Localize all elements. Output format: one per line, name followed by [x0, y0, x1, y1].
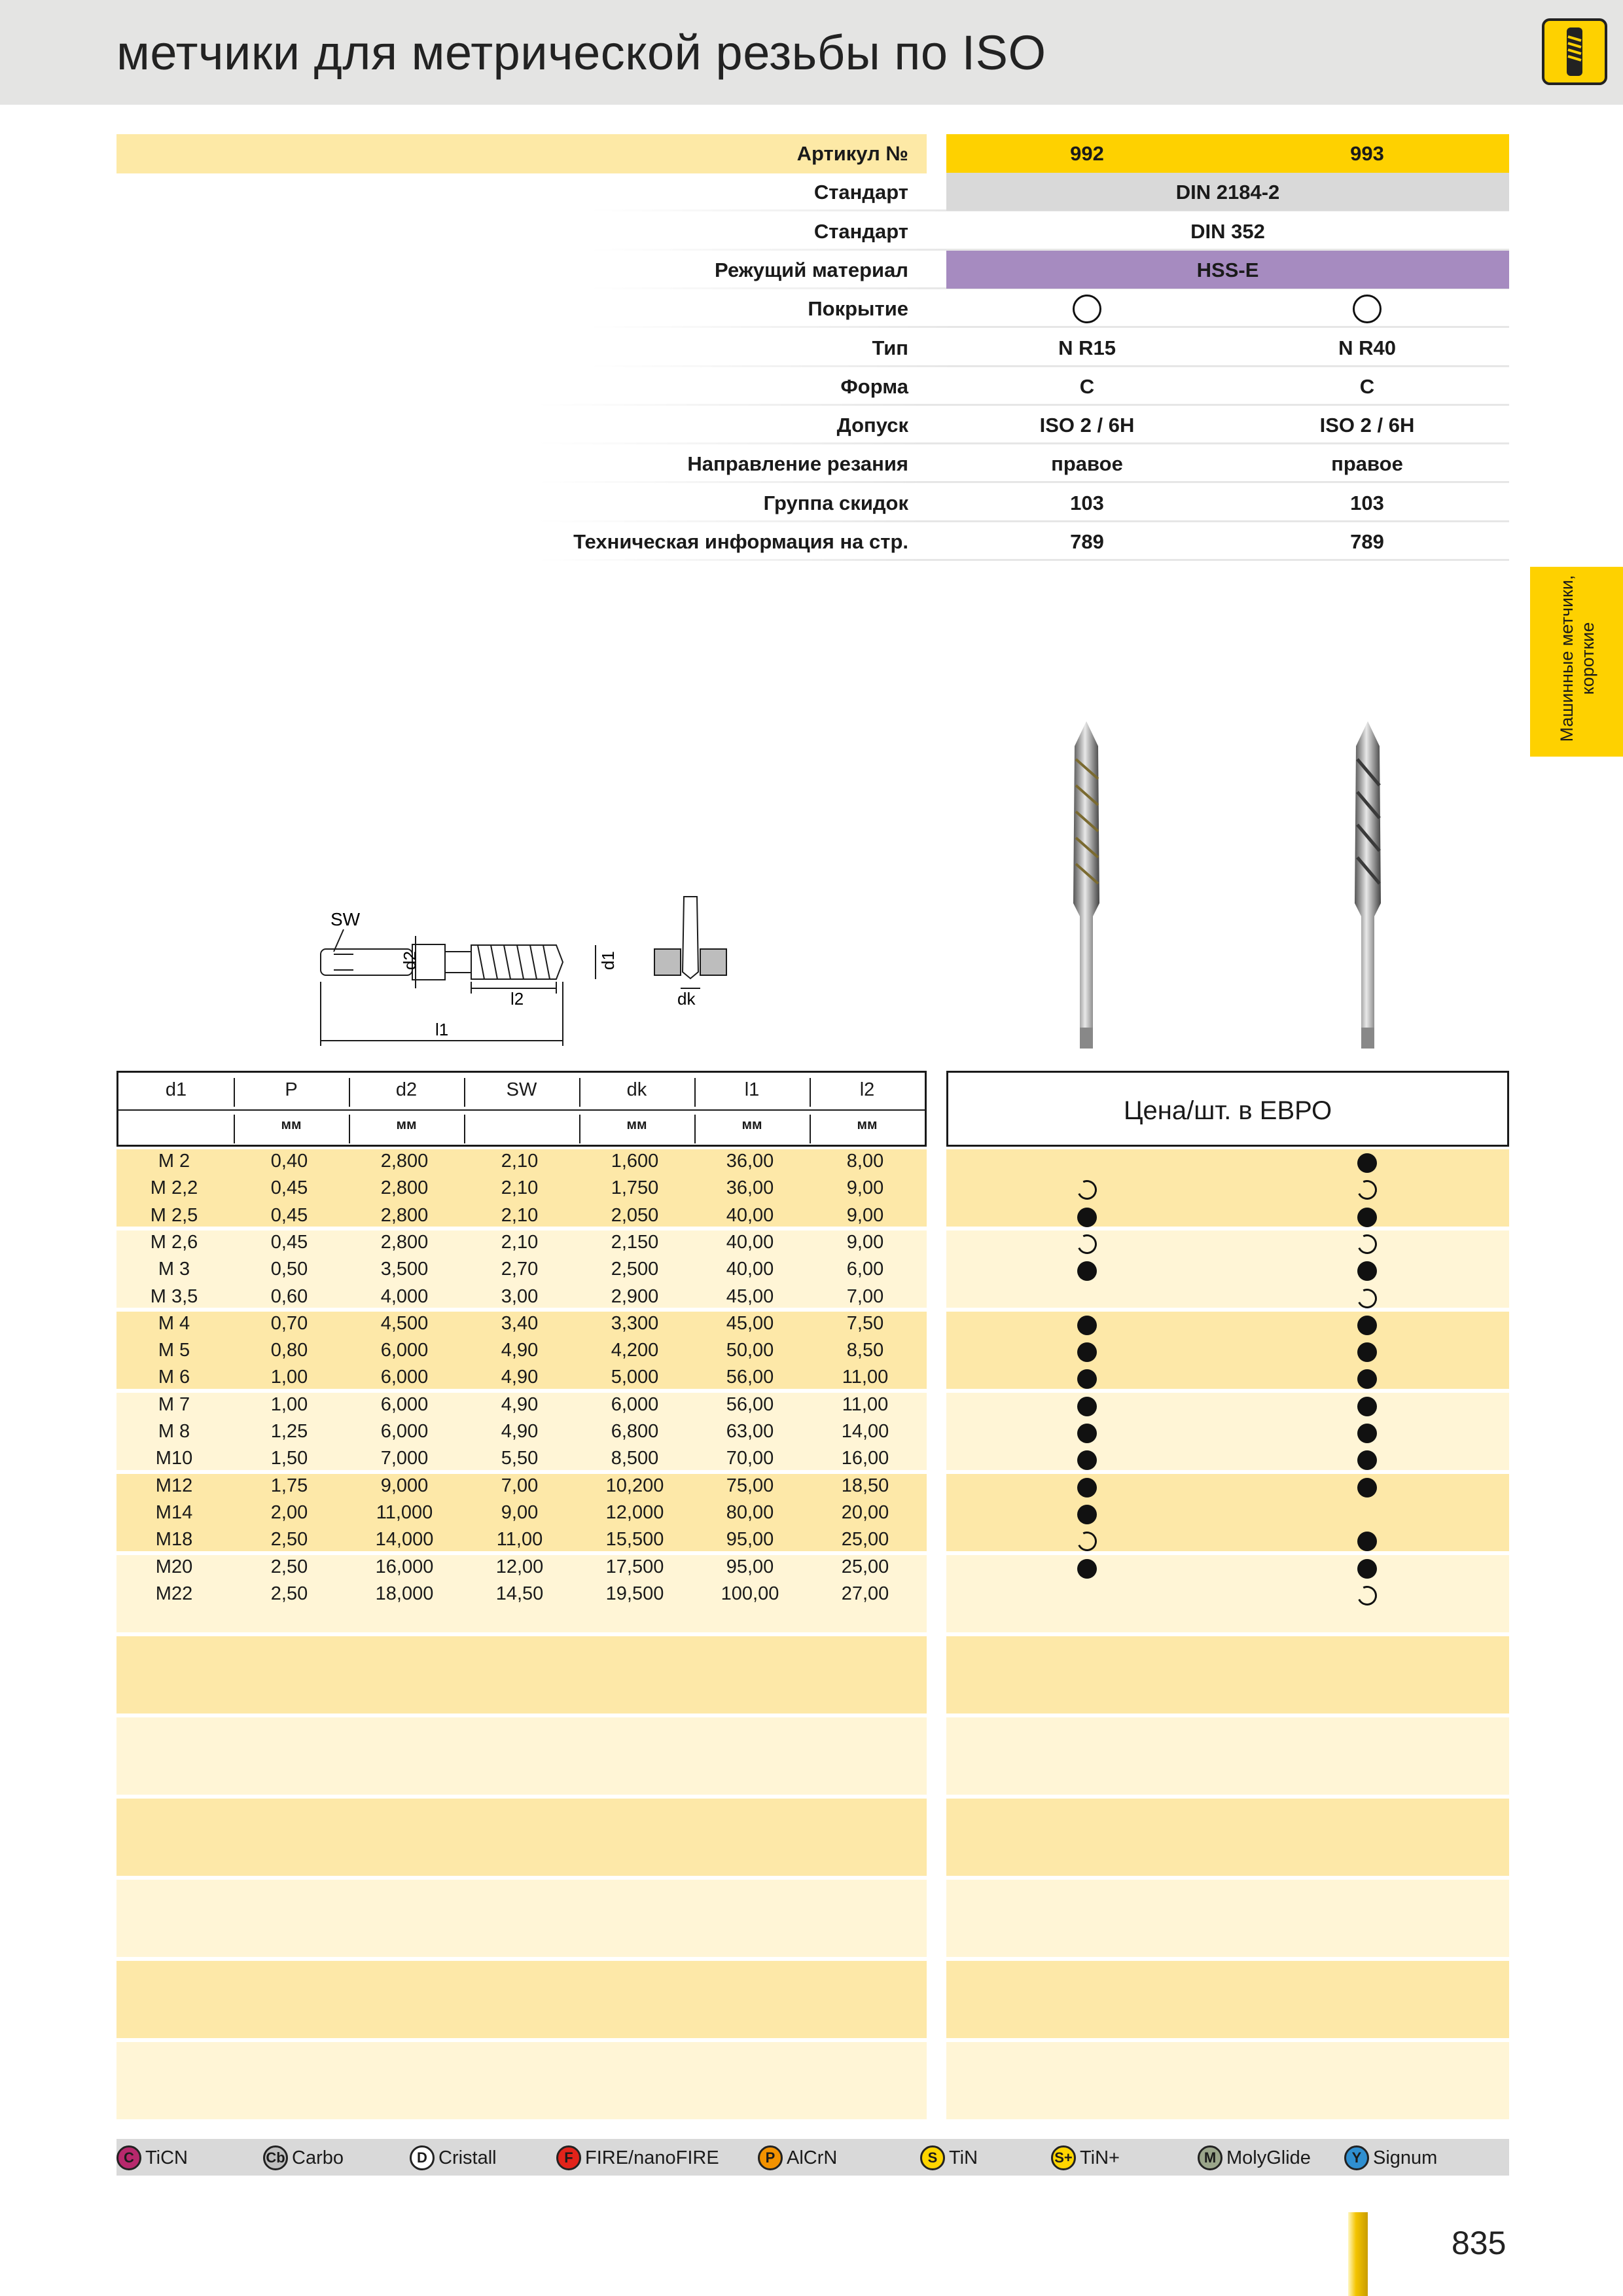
- column-separator: [579, 1115, 580, 1143]
- dimension-band: [116, 1961, 927, 2038]
- table-cell: 2,00: [270, 1501, 308, 1523]
- spec-row-divider: [589, 365, 1509, 367]
- page-number: 835: [1452, 2225, 1507, 2261]
- stock-full-icon[interactable]: [1077, 1505, 1097, 1524]
- table-cell: 3,40: [501, 1312, 539, 1334]
- table-cell: 11,00: [496, 1529, 543, 1551]
- table-cell: 15,500: [605, 1529, 664, 1551]
- coating-molyglide: [1198, 2145, 1311, 2170]
- table-cell: 0,50: [270, 1259, 308, 1280]
- coating-badge-icon: P: [758, 2145, 783, 2170]
- thread-size: M 2,6: [150, 1231, 198, 1253]
- thread-size: M 2,5: [150, 1204, 198, 1226]
- thread-size: M 3,5: [150, 1285, 198, 1307]
- price-band: [946, 1717, 1509, 1795]
- table-cell: 45,00: [726, 1312, 774, 1334]
- coating-label: TiCN: [145, 2147, 188, 2168]
- table-cell: 11,000: [376, 1501, 433, 1523]
- table-cell: 4,90: [501, 1421, 539, 1442]
- table-cell: 2,800: [380, 1151, 429, 1172]
- table-cell: 2,10: [501, 1177, 539, 1199]
- table-cell: 9,00: [846, 1204, 884, 1226]
- table-cell: 2,50: [270, 1529, 308, 1551]
- thread-size: M12: [155, 1475, 193, 1496]
- coating-alcrn: [758, 2145, 837, 2170]
- table-cell: 56,00: [726, 1393, 774, 1415]
- table-cell: 20,00: [841, 1501, 889, 1523]
- stock-full-icon[interactable]: [1357, 1261, 1377, 1281]
- table-cell: 14,000: [375, 1529, 434, 1551]
- coating-tin: [920, 2145, 978, 2170]
- spec-value-993: правое: [1331, 452, 1403, 476]
- thread-size: M20: [155, 1556, 193, 1577]
- coating-badge-icon: F: [556, 2145, 581, 2170]
- table-cell: 7,00: [846, 1285, 884, 1307]
- spec-value-993: C: [1359, 374, 1375, 398]
- table-cell: 1,750: [611, 1177, 659, 1199]
- table-cell: 36,00: [726, 1177, 774, 1199]
- tap-thread-icon: [1542, 18, 1607, 85]
- table-cell: 5,000: [611, 1367, 659, 1388]
- table-cell: 2,10: [501, 1231, 539, 1253]
- spec-label: Артикул №: [796, 142, 908, 165]
- spec-value-993: ISO 2 / 6H: [1319, 414, 1415, 437]
- l2-label: l2: [510, 989, 524, 1009]
- table-cell: 0,45: [270, 1177, 308, 1199]
- table-cell: 8,50: [846, 1340, 884, 1361]
- table-cell: 1,75: [270, 1475, 308, 1496]
- coating-tin-: [1051, 2145, 1120, 2170]
- spec-value-993: 993: [1350, 142, 1384, 165]
- price-band: [946, 1230, 1509, 1308]
- price-band: [946, 1474, 1509, 1551]
- thread-size: M14: [155, 1501, 193, 1523]
- table-cell: 7,50: [846, 1312, 884, 1334]
- price-band: [946, 1312, 1509, 1389]
- coating-carbo: [263, 2145, 344, 2170]
- stock-full-icon[interactable]: [1077, 1424, 1097, 1443]
- table-cell: 7,00: [501, 1475, 539, 1496]
- table-cell: 63,00: [726, 1421, 774, 1442]
- spec-value-992: 789: [1070, 530, 1104, 553]
- coating-signum: [1344, 2145, 1437, 2170]
- table-cell: 27,00: [841, 1583, 889, 1604]
- spec-label: Форма: [840, 374, 908, 398]
- thread-size: M 7: [158, 1393, 190, 1415]
- coating-badge-icon: Y: [1344, 2145, 1369, 2170]
- price-band: [946, 1799, 1509, 1876]
- column-header-p: P: [285, 1079, 298, 1100]
- d1-label: d1: [598, 951, 618, 970]
- table-cell: 25,00: [841, 1529, 889, 1551]
- table-cell: 4,90: [501, 1340, 539, 1361]
- coating-badge-icon: C: [116, 2145, 141, 2170]
- table-cell: 18,000: [375, 1583, 434, 1604]
- spec-value-992: 992: [1070, 142, 1104, 165]
- spec-row-divider: [537, 404, 1509, 406]
- table-cell: 10,200: [605, 1475, 664, 1496]
- table-cell: 40,00: [726, 1204, 774, 1226]
- coating-badge-icon: M: [1198, 2145, 1222, 2170]
- table-cell: 8,500: [611, 1448, 659, 1469]
- table-cell: 0,70: [270, 1312, 308, 1334]
- table-cell: 1,25: [270, 1421, 308, 1442]
- dimension-band: [116, 1880, 927, 1957]
- price-band: [946, 1880, 1509, 1957]
- spec-label: Техническая информация на стр.: [573, 530, 908, 553]
- coating-fire-nanofire: [556, 2145, 719, 2170]
- sw-label: SW: [330, 909, 361, 929]
- spec-value-992: правое: [1051, 452, 1123, 476]
- coating-cristall: [410, 2145, 497, 2170]
- column-separator: [464, 1115, 465, 1143]
- table-cell: 14,50: [495, 1583, 544, 1604]
- table-cell: 1,00: [270, 1367, 308, 1388]
- thread-size: M 6: [158, 1367, 190, 1388]
- thread-size: M22: [155, 1583, 193, 1604]
- table-cell: 2,50: [270, 1556, 308, 1577]
- table-cell: 2,10: [501, 1204, 539, 1226]
- column-header-dk: dk: [626, 1079, 647, 1100]
- spec-value-992: C: [1079, 374, 1095, 398]
- table-cell: 6,000: [611, 1393, 659, 1415]
- table-cell: 2,800: [380, 1204, 429, 1226]
- l1-label: l1: [435, 1020, 449, 1039]
- table-cell: 6,00: [846, 1259, 884, 1280]
- stock-full-icon[interactable]: [1077, 1342, 1097, 1362]
- spec-label: Стандарт: [813, 219, 908, 243]
- spec-span-value: HSS-E: [1196, 258, 1259, 281]
- column-unit: мм: [396, 1117, 417, 1132]
- table-cell: 4,90: [501, 1367, 539, 1388]
- spec-span-value: DIN 352: [1190, 219, 1265, 243]
- column-separator: [579, 1078, 580, 1107]
- coating-label: MolyGlide: [1226, 2147, 1311, 2168]
- column-header-l1: l1: [744, 1079, 760, 1100]
- price-header: Цена/шт. в ЕВРО: [946, 1071, 1509, 1147]
- table-cell: 14,00: [841, 1421, 889, 1442]
- table-cell: 0,45: [270, 1204, 308, 1226]
- spec-value-992: 103: [1070, 491, 1104, 514]
- coating-badge-icon: D: [410, 2145, 435, 2170]
- price-band: [946, 1555, 1509, 1632]
- table-cell: 8,00: [846, 1151, 884, 1172]
- table-cell: 1,00: [270, 1393, 308, 1415]
- spec-label: Тип: [872, 336, 908, 359]
- table-cell: 2,050: [611, 1204, 659, 1226]
- table-cell: 4,200: [611, 1340, 659, 1361]
- stock-full-icon[interactable]: [1077, 1208, 1097, 1227]
- spec-value-993: N R40: [1338, 336, 1396, 359]
- stock-full-icon[interactable]: [1357, 1316, 1377, 1335]
- coating-ticn: [116, 2145, 188, 2170]
- table-cell: 2,800: [380, 1177, 429, 1199]
- spec-row-divider: [537, 442, 1509, 444]
- table-cell: 40,00: [726, 1259, 774, 1280]
- table-cell: 75,00: [726, 1475, 774, 1496]
- column-header-l2: l2: [859, 1079, 875, 1100]
- column-separator: [694, 1115, 696, 1143]
- table-cell: 9,000: [380, 1475, 429, 1496]
- spec-label: Покрытие: [808, 297, 908, 321]
- table-cell: 3,00: [501, 1285, 539, 1307]
- spec-value-993: 103: [1350, 491, 1384, 514]
- table-cell: 50,00: [726, 1340, 774, 1361]
- spec-label: Направление резания: [687, 452, 908, 476]
- side-tab[interactable]: [1530, 567, 1623, 757]
- column-header-d1: d1: [165, 1079, 187, 1100]
- spec-row-divider: [589, 326, 1509, 328]
- coating-badge-icon: Cb: [263, 2145, 288, 2170]
- table-cell: 0,45: [270, 1231, 308, 1253]
- column-unit: мм: [741, 1117, 762, 1132]
- stock-full-icon[interactable]: [1357, 1397, 1377, 1416]
- column-header-sw: SW: [506, 1079, 537, 1100]
- coating-badge-icon: S: [920, 2145, 945, 2170]
- table-cell: 56,00: [726, 1367, 774, 1388]
- uncoated-icon: [1073, 295, 1101, 323]
- table-cell: 2,150: [611, 1231, 659, 1253]
- table-cell: 2,500: [611, 1259, 659, 1280]
- table-cell: 6,000: [380, 1393, 429, 1415]
- stock-full-icon[interactable]: [1077, 1397, 1097, 1416]
- stock-full-icon[interactable]: [1357, 1532, 1377, 1551]
- table-cell: 95,00: [726, 1556, 774, 1577]
- table-cell: 7,000: [380, 1448, 429, 1469]
- table-cell: 4,500: [380, 1312, 429, 1334]
- table-cell: 11,00: [842, 1393, 889, 1415]
- table-cell: 9,00: [846, 1177, 884, 1199]
- column-separator: [349, 1078, 350, 1107]
- coating-label: TiN+: [1080, 2147, 1120, 2168]
- table-cell: 6,000: [380, 1367, 429, 1388]
- spec-row-divider: [537, 559, 1509, 561]
- table-cell: 3,500: [380, 1259, 429, 1280]
- column-separator: [810, 1078, 811, 1107]
- dimension-table-header: [116, 1071, 927, 1147]
- table-cell: 9,00: [501, 1501, 539, 1523]
- thread-size: M10: [155, 1448, 193, 1469]
- column-unit: мм: [857, 1117, 878, 1132]
- table-cell: 17,500: [605, 1556, 664, 1577]
- table-cell: 6,800: [611, 1421, 659, 1442]
- column-separator: [464, 1078, 465, 1107]
- spec-row-divider: [537, 481, 1509, 483]
- table-cell: 25,00: [841, 1556, 889, 1577]
- coating-label: Carbo: [292, 2147, 344, 2168]
- stock-full-icon[interactable]: [1357, 1208, 1377, 1227]
- spec-span-value: DIN 2184-2: [1175, 181, 1280, 204]
- table-cell: 4,90: [501, 1393, 539, 1415]
- coating-label: Cristall: [438, 2147, 497, 2168]
- table-cell: 19,500: [605, 1583, 664, 1604]
- thread-size: M 5: [158, 1340, 190, 1361]
- header-divider: [118, 1109, 925, 1111]
- table-cell: 9,00: [846, 1231, 884, 1253]
- table-cell: 2,70: [501, 1259, 539, 1280]
- stock-full-icon[interactable]: [1357, 1424, 1377, 1443]
- table-cell: 3,300: [611, 1312, 659, 1334]
- table-cell: 1,600: [611, 1151, 659, 1172]
- table-cell: 6,000: [380, 1421, 429, 1442]
- table-cell: 70,00: [726, 1448, 774, 1469]
- thread-size: M 8: [158, 1421, 190, 1442]
- thread-size: M 3: [158, 1259, 190, 1280]
- spec-value-993: 789: [1350, 530, 1384, 553]
- thread-size: M 4: [158, 1312, 190, 1334]
- d2-label: d2: [400, 951, 419, 970]
- table-cell: 18,50: [841, 1475, 889, 1496]
- table-cell: 6,000: [380, 1340, 429, 1361]
- table-cell: 12,00: [495, 1556, 544, 1577]
- stock-full-icon[interactable]: [1357, 1342, 1377, 1362]
- column-separator: [694, 1078, 696, 1107]
- page-marker: [1348, 2212, 1368, 2296]
- table-cell: 2,800: [380, 1231, 429, 1253]
- thread-size: M18: [155, 1529, 193, 1551]
- table-cell: 100,00: [721, 1583, 779, 1604]
- table-cell: 2,900: [611, 1285, 659, 1307]
- table-cell: 0,80: [270, 1340, 308, 1361]
- tap-993-image: [1329, 720, 1407, 1054]
- table-cell: 1,50: [270, 1448, 308, 1469]
- dimension-band: [116, 2042, 927, 2119]
- table-cell: 12,000: [605, 1501, 664, 1523]
- spec-label: Допуск: [836, 414, 908, 437]
- coating-label: FIRE/nanoFIRE: [585, 2147, 719, 2168]
- price-band: [946, 1149, 1509, 1227]
- coating-label: TiN: [949, 2147, 978, 2168]
- uncoated-icon: [1353, 295, 1382, 323]
- stock-full-icon[interactable]: [1357, 1559, 1377, 1579]
- dimension-band: [116, 1636, 927, 1713]
- stock-full-icon[interactable]: [1357, 1153, 1377, 1173]
- table-cell: 2,50: [270, 1583, 308, 1604]
- coating-badge-icon: S+: [1051, 2145, 1076, 2170]
- table-cell: 4,000: [380, 1285, 429, 1307]
- tap-992-image: [1047, 720, 1126, 1054]
- column-separator: [234, 1078, 235, 1107]
- column-separator: [234, 1115, 235, 1143]
- dimension-band: [116, 1717, 927, 1795]
- table-cell: 16,00: [841, 1448, 889, 1469]
- table-cell: 45,00: [726, 1285, 774, 1307]
- spec-row-divider: [537, 520, 1509, 522]
- spec-value-992: ISO 2 / 6H: [1039, 414, 1135, 437]
- price-band: [946, 2042, 1509, 2119]
- dimension-band: [116, 1799, 927, 1876]
- table-cell: 2,10: [501, 1151, 539, 1172]
- price-band: [946, 1636, 1509, 1713]
- table-cell: 40,00: [726, 1231, 774, 1253]
- table-cell: 5,50: [501, 1448, 539, 1469]
- table-cell: 11,00: [842, 1367, 889, 1388]
- column-unit: мм: [281, 1117, 302, 1132]
- side-tab-label: Машинные метчики, короткие: [1557, 575, 1597, 742]
- column-separator: [810, 1115, 811, 1143]
- table-cell: 0,40: [270, 1151, 308, 1172]
- price-band: [946, 1393, 1509, 1470]
- table-cell: 80,00: [726, 1501, 774, 1523]
- column-separator: [349, 1115, 350, 1143]
- column-unit: мм: [626, 1117, 647, 1132]
- stock-full-icon[interactable]: [1077, 1559, 1097, 1579]
- tap-dimension-drawing: [308, 884, 753, 1047]
- stock-full-icon[interactable]: [1357, 1478, 1377, 1498]
- stock-full-icon[interactable]: [1077, 1261, 1097, 1281]
- spec-label: Группа скидок: [763, 491, 908, 514]
- price-band: [946, 1961, 1509, 2038]
- thread-size: M 2: [158, 1151, 190, 1172]
- table-cell: 95,00: [726, 1529, 774, 1551]
- coating-label: AlCrN: [787, 2147, 838, 2168]
- spec-value-992: N R15: [1058, 336, 1116, 359]
- table-cell: 0,60: [270, 1285, 308, 1307]
- table-cell: 36,00: [726, 1151, 774, 1172]
- dk-label: dk: [677, 989, 696, 1009]
- spec-label: Режущий материал: [715, 258, 908, 281]
- thread-size: M 2,2: [150, 1177, 198, 1199]
- page-title: метчики для метрической резьбы по ISO: [116, 26, 1046, 80]
- stock-full-icon[interactable]: [1077, 1316, 1097, 1335]
- coating-label: Signum: [1373, 2147, 1438, 2168]
- stock-full-icon[interactable]: [1077, 1478, 1097, 1498]
- spec-label: Стандарт: [813, 181, 908, 204]
- column-header-d2: d2: [395, 1079, 418, 1100]
- table-cell: 16,000: [375, 1556, 434, 1577]
